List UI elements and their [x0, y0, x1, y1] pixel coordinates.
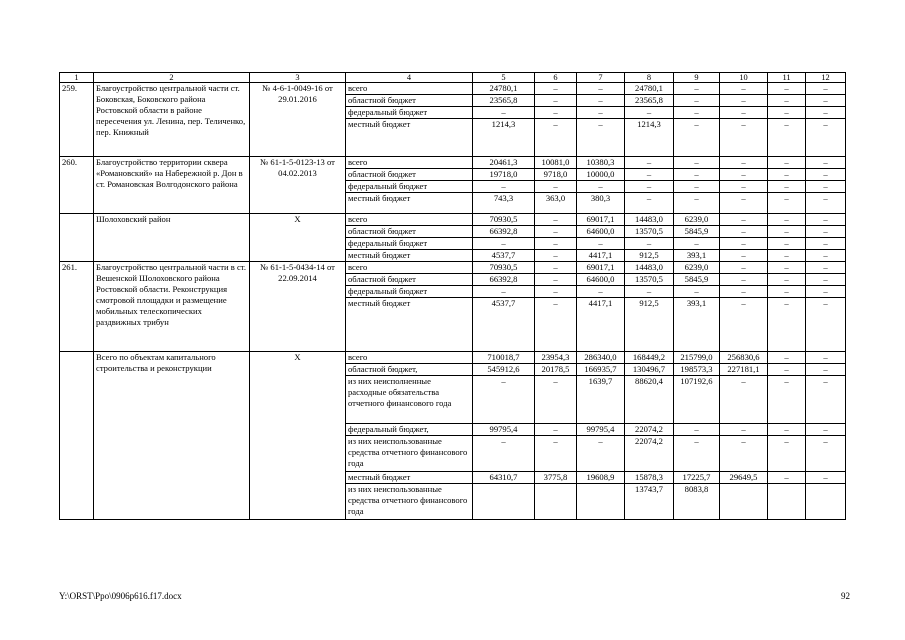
amount-cell: – — [806, 157, 846, 169]
amount-cell: – — [720, 286, 768, 298]
budget-table — [59, 72, 846, 520]
amount-cell: – — [535, 83, 577, 95]
amount-cell: – — [577, 119, 625, 157]
amount-cell: – — [720, 107, 768, 119]
amount-cell: 88620,4 — [625, 376, 674, 424]
amount-cell: 23954,3 — [535, 352, 577, 364]
amount-cell: 5845,9 — [674, 226, 720, 238]
amount-cell: – — [806, 238, 846, 250]
amount-cell: 66392,8 — [473, 226, 535, 238]
amount-cell: – — [720, 238, 768, 250]
column-number: 9 — [674, 73, 720, 83]
amount-cell: 215799,0 — [674, 352, 720, 364]
amount-cell: – — [768, 274, 806, 286]
amount-cell: 130496,7 — [625, 364, 674, 376]
amount-cell: – — [806, 214, 846, 226]
column-number: 7 — [577, 73, 625, 83]
table-row — [60, 83, 846, 95]
amount-cell: 912,5 — [625, 250, 674, 262]
amount-cell: 13570,5 — [625, 226, 674, 238]
column-number: 2 — [94, 73, 250, 83]
column-number: 4 — [346, 73, 473, 83]
amount-cell: – — [720, 193, 768, 214]
amount-cell: 10081,0 — [535, 157, 577, 169]
funding-source-label: областной бюджет, — [346, 364, 473, 376]
object-name: Благоустройство территории сквера «Романовский» на Набережной р. Дон в ст. Романовская Волгодонского района — [94, 157, 250, 214]
amount-cell: 5845,9 — [674, 274, 720, 286]
funding-source-label: из них неисполненные расходные обязательства отчетного финансового года — [346, 376, 473, 424]
funding-source-label: федеральный бюджет — [346, 107, 473, 119]
amount-cell: – — [768, 107, 806, 119]
amount-cell: 23565,8 — [473, 95, 535, 107]
funding-source-label: областной бюджет — [346, 226, 473, 238]
amount-cell: 17225,7 — [674, 472, 720, 484]
amount-cell: 64600,0 — [577, 274, 625, 286]
amount-cell: – — [768, 436, 806, 472]
amount-cell: – — [806, 262, 846, 274]
amount-cell: 1214,3 — [625, 119, 674, 157]
amount-cell: – — [720, 83, 768, 95]
amount-cell: – — [577, 436, 625, 472]
amount-cell: – — [535, 214, 577, 226]
amount-cell: – — [806, 119, 846, 157]
table-row — [60, 352, 846, 364]
amount-cell: – — [535, 226, 577, 238]
amount-cell: – — [674, 119, 720, 157]
column-number: 5 — [473, 73, 535, 83]
amount-cell: – — [720, 424, 768, 436]
amount-cell: 10000,0 — [577, 169, 625, 181]
table-body — [60, 73, 846, 520]
registration-document: X — [250, 214, 346, 262]
amount-cell: – — [535, 286, 577, 298]
amount-cell: 22074,2 — [625, 424, 674, 436]
amount-cell: – — [473, 181, 535, 193]
funding-source-label: всего — [346, 214, 473, 226]
amount-cell: – — [768, 238, 806, 250]
amount-cell: – — [806, 250, 846, 262]
amount-cell: – — [720, 181, 768, 193]
column-number-header-row — [60, 73, 846, 83]
amount-cell: – — [535, 262, 577, 274]
amount-cell: 4417,1 — [577, 298, 625, 352]
row-number — [60, 352, 94, 520]
amount-cell: – — [720, 376, 768, 424]
amount-cell: – — [674, 193, 720, 214]
column-number: 1 — [60, 73, 94, 83]
amount-cell: 1214,3 — [473, 119, 535, 157]
registration-document: № 4-6-1-0049-16 от 29.01.2016 — [250, 83, 346, 157]
amount-cell: 393,1 — [674, 250, 720, 262]
amount-cell: – — [535, 298, 577, 352]
amount-cell: – — [720, 298, 768, 352]
amount-cell: – — [535, 181, 577, 193]
amount-cell: 70930,5 — [473, 214, 535, 226]
amount-cell: – — [720, 214, 768, 226]
amount-cell: 64600,0 — [577, 226, 625, 238]
amount-cell: 6239,0 — [674, 262, 720, 274]
amount-cell: 13743,7 — [625, 484, 674, 520]
amount-cell: – — [806, 193, 846, 214]
funding-source-label: из них неиспользованные средства отчетного финансового года — [346, 484, 473, 520]
amount-cell: – — [535, 238, 577, 250]
amount-cell: – — [674, 286, 720, 298]
amount-cell: – — [535, 250, 577, 262]
amount-cell: 64310,7 — [473, 472, 535, 484]
amount-cell: 4417,1 — [577, 250, 625, 262]
column-number: 12 — [806, 73, 846, 83]
amount-cell: – — [625, 181, 674, 193]
row-number: 260. — [60, 157, 94, 214]
amount-cell: – — [768, 181, 806, 193]
funding-source-label: всего — [346, 262, 473, 274]
amount-cell: 15878,3 — [625, 472, 674, 484]
column-number: 10 — [720, 73, 768, 83]
amount-cell: – — [768, 250, 806, 262]
amount-cell — [768, 484, 806, 520]
amount-cell: – — [806, 352, 846, 364]
amount-cell: – — [577, 95, 625, 107]
amount-cell: – — [720, 169, 768, 181]
amount-cell: – — [674, 436, 720, 472]
amount-cell: – — [674, 181, 720, 193]
amount-cell: 24780,1 — [625, 83, 674, 95]
amount-cell: 14483,0 — [625, 262, 674, 274]
amount-cell: – — [577, 286, 625, 298]
amount-cell: – — [473, 107, 535, 119]
amount-cell: – — [577, 238, 625, 250]
row-number — [60, 214, 94, 262]
amount-cell: 13570,5 — [625, 274, 674, 286]
amount-cell: – — [535, 424, 577, 436]
object-name: Благоустройство центральной части ст. Боковская, Боковского района Ростовской области в районе пересечения ул. Ленина, пер. Теличенко, пер. Книжный — [94, 83, 250, 157]
registration-document: X — [250, 352, 346, 520]
amount-cell: – — [768, 214, 806, 226]
footer-file-path: Y:\ORST\Ppo\0906p616.f17.docx — [59, 591, 182, 601]
registration-document: № 61-1-5-0123-13 от 04.02.2013 — [250, 157, 346, 214]
amount-cell: – — [535, 95, 577, 107]
amount-cell: – — [720, 95, 768, 107]
amount-cell: – — [720, 226, 768, 238]
funding-source-label: местный бюджет — [346, 298, 473, 352]
amount-cell: – — [768, 169, 806, 181]
amount-cell: – — [625, 193, 674, 214]
amount-cell: – — [768, 424, 806, 436]
amount-cell — [720, 484, 768, 520]
amount-cell: – — [806, 95, 846, 107]
column-number: 11 — [768, 73, 806, 83]
amount-cell: – — [768, 364, 806, 376]
amount-cell: 4537,7 — [473, 298, 535, 352]
amount-cell: 743,3 — [473, 193, 535, 214]
amount-cell: 710018,7 — [473, 352, 535, 364]
amount-cell — [535, 484, 577, 520]
amount-cell: – — [806, 107, 846, 119]
amount-cell: 19608,9 — [577, 472, 625, 484]
amount-cell: 99795,4 — [577, 424, 625, 436]
funding-source-label: местный бюджет — [346, 193, 473, 214]
column-number: 6 — [535, 73, 577, 83]
amount-cell: – — [625, 169, 674, 181]
amount-cell: – — [806, 298, 846, 352]
page-number: 92 — [841, 591, 850, 601]
amount-cell: – — [806, 472, 846, 484]
amount-cell: 69017,1 — [577, 214, 625, 226]
funding-source-label: местный бюджет — [346, 472, 473, 484]
object-name: Шолоховский район — [94, 214, 250, 262]
table-row — [60, 262, 846, 274]
amount-cell: 14483,0 — [625, 214, 674, 226]
amount-cell: – — [674, 95, 720, 107]
amount-cell: – — [674, 169, 720, 181]
amount-cell: 198573,3 — [674, 364, 720, 376]
amount-cell: 6239,0 — [674, 214, 720, 226]
amount-cell: 545912,6 — [473, 364, 535, 376]
amount-cell: – — [720, 250, 768, 262]
amount-cell: – — [806, 226, 846, 238]
amount-cell: – — [720, 119, 768, 157]
amount-cell: – — [674, 107, 720, 119]
amount-cell — [473, 484, 535, 520]
amount-cell: – — [577, 181, 625, 193]
amount-cell — [806, 484, 846, 520]
amount-cell: 227181,1 — [720, 364, 768, 376]
amount-cell: – — [535, 376, 577, 424]
document-page — [59, 72, 845, 520]
amount-cell: – — [625, 157, 674, 169]
amount-cell: – — [768, 226, 806, 238]
amount-cell: 1639,7 — [577, 376, 625, 424]
funding-source-label: всего — [346, 157, 473, 169]
amount-cell: – — [625, 107, 674, 119]
funding-source-label: областной бюджет — [346, 95, 473, 107]
amount-cell: 99795,4 — [473, 424, 535, 436]
amount-cell: – — [577, 107, 625, 119]
amount-cell: 166935,7 — [577, 364, 625, 376]
amount-cell: – — [768, 352, 806, 364]
amount-cell: – — [577, 83, 625, 95]
table-row — [60, 157, 846, 169]
funding-source-label: федеральный бюджет — [346, 286, 473, 298]
amount-cell: 8083,8 — [674, 484, 720, 520]
amount-cell: – — [720, 262, 768, 274]
amount-cell: 66392,8 — [473, 274, 535, 286]
amount-cell: – — [535, 107, 577, 119]
amount-cell: 912,5 — [625, 298, 674, 352]
funding-source-label: местный бюджет — [346, 250, 473, 262]
amount-cell: – — [768, 298, 806, 352]
amount-cell: – — [768, 262, 806, 274]
amount-cell: – — [535, 274, 577, 286]
funding-source-label: федеральный бюджет — [346, 181, 473, 193]
amount-cell: – — [768, 376, 806, 424]
amount-cell: – — [768, 157, 806, 169]
object-name: Благоустройство центральной части в ст. Вешенской Шолоховского района Ростовской области. Реконструкция смотровой площадки и размещение мобильных телескопических раздвижных трибун — [94, 262, 250, 352]
object-name: Всего по объектам капитального строительства и реконструкции — [94, 352, 250, 520]
amount-cell: 380,3 — [577, 193, 625, 214]
amount-cell: – — [720, 274, 768, 286]
row-number: 259. — [60, 83, 94, 157]
amount-cell: – — [806, 169, 846, 181]
amount-cell: – — [674, 157, 720, 169]
amount-cell: 168449,2 — [625, 352, 674, 364]
funding-source-label: местный бюджет — [346, 119, 473, 157]
funding-source-label: федеральный бюджет — [346, 238, 473, 250]
amount-cell: – — [473, 238, 535, 250]
amount-cell: – — [674, 424, 720, 436]
amount-cell: 69017,1 — [577, 262, 625, 274]
amount-cell: 19718,0 — [473, 169, 535, 181]
amount-cell: – — [473, 286, 535, 298]
amount-cell: – — [768, 193, 806, 214]
amount-cell: – — [674, 238, 720, 250]
amount-cell: 3775,8 — [535, 472, 577, 484]
amount-cell: 70930,5 — [473, 262, 535, 274]
funding-source-label: областной бюджет — [346, 274, 473, 286]
amount-cell: – — [806, 376, 846, 424]
funding-source-label: федеральный бюджет, — [346, 424, 473, 436]
amount-cell: – — [720, 436, 768, 472]
row-number: 261. — [60, 262, 94, 352]
amount-cell: – — [806, 424, 846, 436]
funding-source-label: из них неиспользованные средства отчетного финансового года — [346, 436, 473, 472]
amount-cell: 363,0 — [535, 193, 577, 214]
amount-cell: – — [720, 157, 768, 169]
amount-cell: – — [768, 95, 806, 107]
amount-cell: – — [625, 286, 674, 298]
column-number: 3 — [250, 73, 346, 83]
amount-cell: – — [768, 119, 806, 157]
amount-cell: – — [473, 376, 535, 424]
amount-cell: 286340,0 — [577, 352, 625, 364]
amount-cell: 20178,5 — [535, 364, 577, 376]
amount-cell: – — [806, 364, 846, 376]
amount-cell: – — [806, 181, 846, 193]
funding-source-label: всего — [346, 352, 473, 364]
amount-cell: 23565,8 — [625, 95, 674, 107]
amount-cell: 20461,3 — [473, 157, 535, 169]
amount-cell: 107192,6 — [674, 376, 720, 424]
column-number: 8 — [625, 73, 674, 83]
funding-source-label: областной бюджет — [346, 169, 473, 181]
amount-cell: – — [674, 83, 720, 95]
table-row — [60, 214, 846, 226]
amount-cell — [577, 484, 625, 520]
amount-cell: – — [768, 472, 806, 484]
amount-cell: – — [768, 286, 806, 298]
amount-cell: – — [806, 83, 846, 95]
registration-document: № 61-1-5-0434-14 от 22.09.2014 — [250, 262, 346, 352]
amount-cell: 10380,3 — [577, 157, 625, 169]
amount-cell: – — [535, 119, 577, 157]
amount-cell: – — [768, 83, 806, 95]
amount-cell: 9718,0 — [535, 169, 577, 181]
amount-cell: 256830,6 — [720, 352, 768, 364]
amount-cell: 29649,5 — [720, 472, 768, 484]
amount-cell: – — [535, 436, 577, 472]
amount-cell: 4537,7 — [473, 250, 535, 262]
amount-cell: 393,1 — [674, 298, 720, 352]
amount-cell: – — [806, 436, 846, 472]
amount-cell: – — [473, 436, 535, 472]
amount-cell: 24780,1 — [473, 83, 535, 95]
funding-source-label: всего — [346, 83, 473, 95]
amount-cell: – — [806, 274, 846, 286]
amount-cell: – — [806, 286, 846, 298]
amount-cell: – — [625, 238, 674, 250]
amount-cell: 22074,2 — [625, 436, 674, 472]
